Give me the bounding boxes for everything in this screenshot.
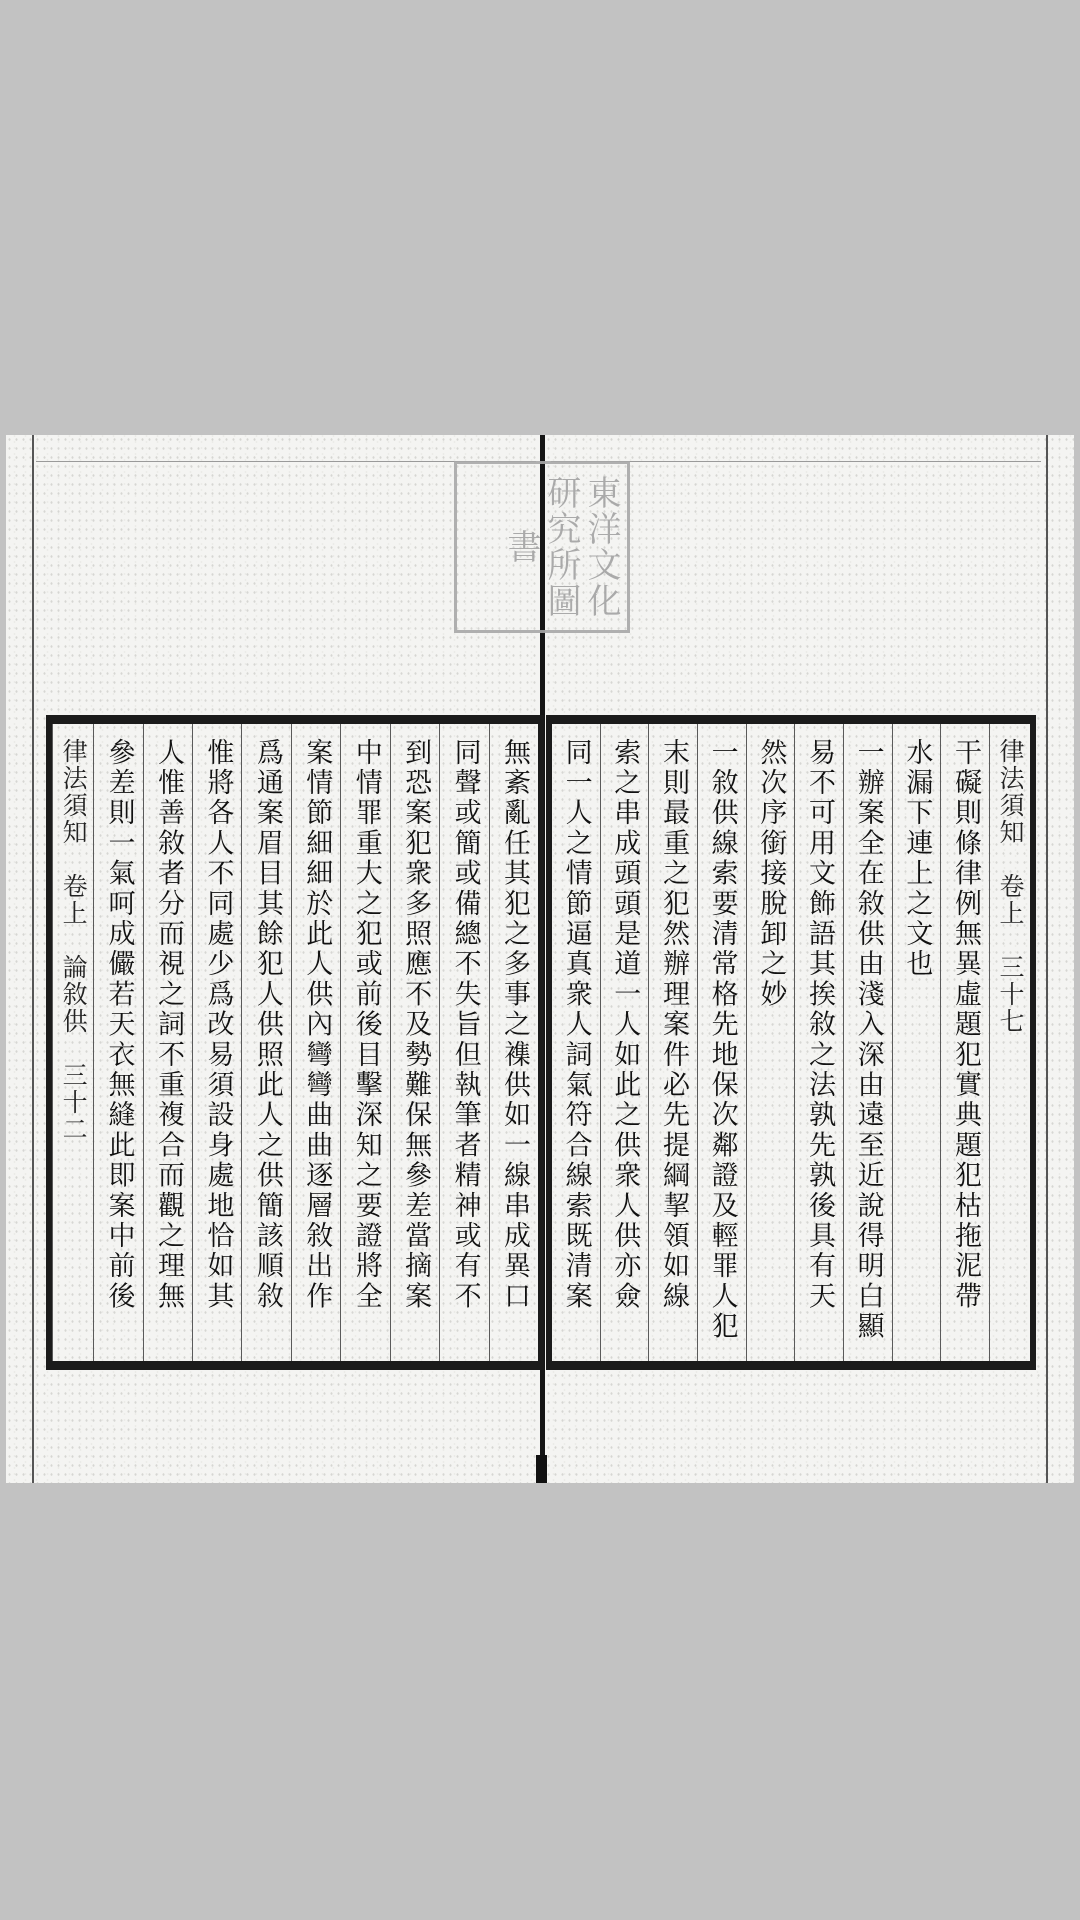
right-col-3: 一辦案全在敘供由淺入深由遠至近說得明白顯: [843, 724, 892, 1361]
right-col-8: 索之串成頭頭是道一人如此之供衆人供亦僉: [600, 724, 649, 1361]
right-page-text-block: [546, 715, 1036, 1370]
scanned-book-spread: [6, 435, 1074, 1483]
left-col-1: 無紊亂任其犯之多事之襍供如一線串成異口: [489, 724, 538, 1361]
left-page-text-block: [46, 715, 544, 1370]
gutter-foot: [536, 1455, 547, 1483]
library-seal-stamp: [454, 461, 630, 633]
right-col-2: 水漏下連上之文也: [892, 724, 941, 1361]
right-col-1: 干礙則條律例無異虛題犯實典題犯枯拖泥帶: [940, 724, 989, 1361]
left-col-2: 同聲或簡或備總不失旨但執筆者精神或有不: [439, 724, 488, 1361]
right-page-margin-label: 律法須知 卷上 三十七: [989, 724, 1030, 1361]
left-page-margin-label: 律法須知 卷上 論敘供 三十二: [52, 724, 93, 1361]
left-col-5: 案情節細細於此人供內彎彎曲曲逐層敘出作: [291, 724, 340, 1361]
left-page-edge: [32, 435, 34, 1483]
left-col-6: 爲通案眉目其餘犯人供照此人之供簡該順敘: [241, 724, 290, 1361]
right-col-5: 然次序銜接脫卸之妙: [746, 724, 795, 1361]
right-col-9: 同一人之情節逼真衆人詞氣符合線索既清案: [560, 738, 592, 1312]
left-col-7: 惟將各人不同處少爲改易須設身處地恰如其: [192, 724, 241, 1361]
seal-text: 東洋文化研究所圖書: [501, 475, 621, 619]
right-page-edge: [1046, 435, 1048, 1483]
left-col-8: 人惟善敘者分而視之詞不重複合而觀之理無: [143, 724, 192, 1361]
left-col-3: 到恐案犯衆多照應不及勢難保無參差當摘案: [390, 724, 439, 1361]
right-col-4: 易不可用文飾語其挨敘之法孰先孰後具有天: [794, 724, 843, 1361]
right-col-7: 末則最重之犯然辦理案件必先提綱挈領如線: [648, 724, 697, 1361]
left-col-4: 中情罪重大之犯或前後目擊深知之要證將全: [340, 724, 389, 1361]
right-col-6: 一敘供線索要清常格先地保次鄰證及輕罪人犯: [697, 724, 746, 1361]
left-col-9: 參差則一氣呵成儼若天衣無縫此即案中前後: [93, 724, 142, 1361]
